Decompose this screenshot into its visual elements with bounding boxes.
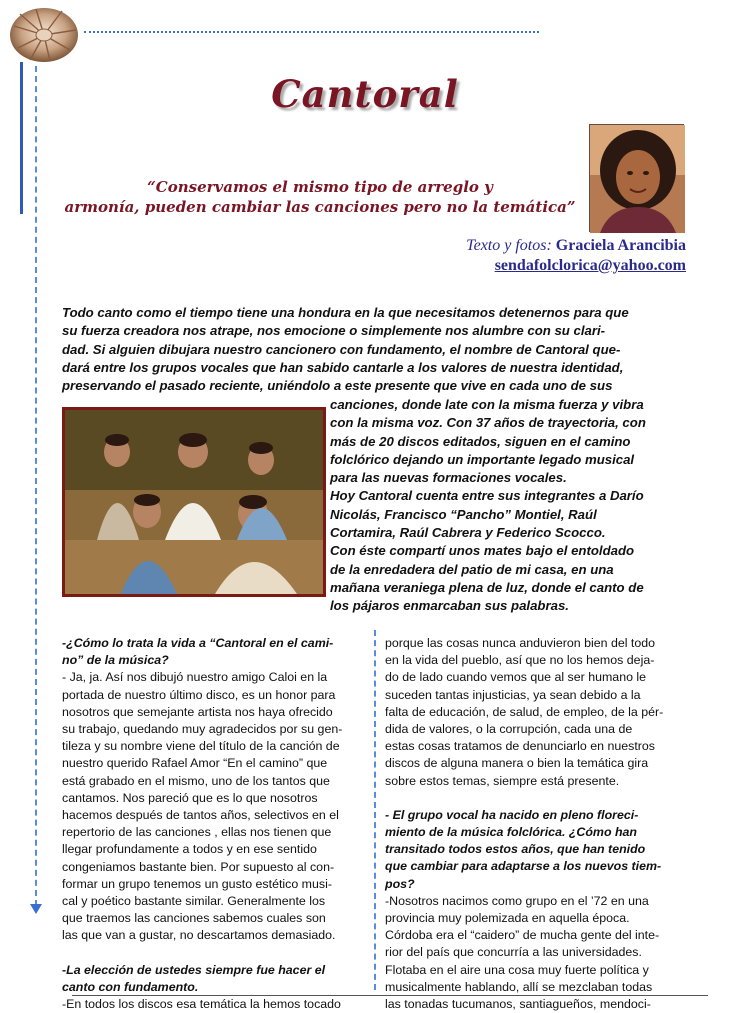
text-line: dad. Si alguien dibujara nuestro cancionero con fundamento, el nombre de Cantoral que- (62, 341, 621, 357)
text-line: cantamos. Nos pareció que es lo que nosotros (62, 790, 318, 805)
text-line: está grabado en el mismo, uno de los tantos que (62, 773, 330, 788)
text-line: cal y poético bastante similar. Generalmente los (62, 894, 326, 909)
paragraph-gap (62, 945, 360, 962)
text-line: más de 20 discos editados, siguen en el camino (330, 433, 631, 449)
quote-line: “Conservamos el mismo tipo de arreglo y (147, 178, 493, 196)
text-line: Córdoba era el “caidero” de mucha gente del inte- (385, 928, 660, 943)
text-line: las tonadas tucumanos, santiagueños, mendoci- (385, 997, 651, 1012)
text-line: tileza y su nombre viene del título de la canción de (62, 739, 340, 754)
quote-line: armonía, pueden cambiar las canciones pero no la temática” (64, 198, 576, 216)
text-line: dida de valores, o la corrupción, cada una de (385, 722, 633, 737)
text-line: sobre estos temas, siempre está presente. (385, 773, 620, 788)
interview-answer (62, 669, 360, 944)
text-line: -En todos los discos esa temática la hemos tocado (62, 997, 341, 1012)
text-line: rior del país que concurría a las universidades. (385, 945, 642, 960)
interview-question (385, 807, 685, 893)
text-line: do de lado cuando vemos que al ser humano le (385, 670, 647, 685)
text-line: congeniamos bastante bien. Por supuesto al con- (62, 859, 335, 874)
text-line: suceden tantas injusticias, ya sean debido a la (385, 687, 641, 702)
text-line: provincia muy polemizada en aquella época. (385, 911, 630, 926)
interview-answer (385, 893, 685, 1013)
text-line: miento de la música folclórica. ¿Cómo han (385, 825, 637, 840)
interview-answer (385, 635, 685, 790)
text-line: formar un grupo tenemos un gusto estético musi- (62, 876, 332, 891)
text-line: canciones, donde late con la misma fuerza y vibra (330, 397, 644, 412)
band-group-photo (62, 407, 326, 597)
text-line: su trabajo, quedando muy agradecidos por su gen- (62, 722, 343, 737)
text-line: Hoy Cantoral cuenta entre sus integrantes a Darío (330, 488, 644, 504)
page-title: Cantoral (271, 72, 459, 116)
intro-paragraph (62, 304, 685, 395)
author-portrait-photo (589, 124, 684, 232)
text-line: llegar profundamente a todos y en ese sentido (62, 842, 317, 857)
text-line: preservando el pasado reciente, uniéndolo a este presente que vive en cada uno de sus (62, 378, 613, 394)
text-line: no” de la música? (62, 653, 169, 668)
text-line: que cambiar para adaptarse a los nuevos tiem- (385, 859, 662, 874)
interview-answer (62, 996, 360, 1013)
text-line: su fuerza creadora nos atrape, nos emocione o simplemente nos alumbre con su clari- (62, 323, 606, 339)
text-line: transitado todos estos años, que han tenido (385, 842, 646, 857)
interview-question (62, 962, 360, 996)
text-line: Flotaba en el aire una cosa muy fuerte política y (385, 962, 649, 977)
pull-quote (60, 177, 580, 217)
text-line: -¿Cómo lo trata la vida a “Cantoral en el cami- (62, 636, 334, 650)
text-line: dará entre los grupos vocales que han sabido cantarle a los valores de nuestra identidad, (62, 359, 624, 375)
credit-label: Texto y fotos: (466, 237, 552, 254)
text-line: los pájaros enmarcaban sus palabras. (330, 598, 569, 614)
text-line: musicalmente hablando, allí se mezclaban todas (385, 979, 653, 994)
text-line: canto con fundamento. (62, 979, 199, 994)
text-line: mañana veraniega plena de luz, donde el canto de (330, 579, 644, 595)
text-line: Todo canto como el tiempo tiene una hondura en la que necesitamos detenernos para que (62, 305, 629, 320)
text-line: -La elección de ustedes siempre fue hacer el (62, 962, 326, 977)
interview-column-right (385, 635, 685, 1013)
text-line: nosotros que semejante artista nos haya ofrecido (62, 704, 333, 719)
text-line: estas cosas tratamos de denunciarlo en nuestros (385, 739, 655, 754)
text-line: nuestro querido Rafael Amor “En el camino” que (62, 756, 328, 771)
intro-continuation (330, 396, 685, 616)
text-line: Cortamira, Raúl Cabrera y Federico Scocco. (330, 525, 606, 541)
author-email-link[interactable]: sendafolclorica@yahoo.com (494, 257, 686, 274)
text-line: falta de educación, de salud, de empleo, de la pér- (385, 704, 664, 719)
interview-column-left (62, 635, 360, 1013)
author-credit (466, 236, 686, 276)
interview-question (62, 635, 360, 669)
text-line: para las nuevas formaciones vocales. (330, 470, 567, 486)
text-line: que traemos las canciones sabemos cuales son (62, 911, 326, 926)
left-dashed-rule (35, 66, 37, 906)
column-divider (374, 630, 376, 990)
down-arrow-icon (30, 904, 42, 914)
text-line: de la enredadera del patio de mi casa, en una (330, 561, 614, 577)
text-line: -Nosotros nacimos como grupo en el ’72 en una (385, 893, 649, 908)
text-line: en la vida del pueblo, así que no los hemos deja- (385, 653, 655, 668)
text-line: Nicolás, Francisco “Pancho” Montiel, Raúl (330, 506, 597, 522)
text-line: con la misma voz. Con 37 años de trayectoria, con (330, 415, 646, 431)
text-line: - Ja, ja. Así nos dibujó nuestro amigo Caloi en la (62, 670, 328, 685)
text-line: pos? (385, 876, 415, 891)
seashell-logo-icon (6, 4, 82, 66)
paragraph-gap (385, 790, 685, 807)
credit-name: Graciela Arancibia (555, 237, 686, 254)
text-line: Con éste compartí unos mates bajo el entoldado (330, 543, 635, 559)
text-line: discos de alguna manera o bien la temática gira (385, 756, 649, 771)
top-dotted-rule (84, 31, 539, 33)
text-line: porque las cosas nunca anduvieron bien del todo (385, 636, 656, 650)
text-line: las que van a gustar, no descartamos demasiado. (62, 928, 336, 943)
text-line: folclórico dejando un importante legado musical (330, 451, 635, 467)
text-line: portada de nuestro último disco, es un honor para (62, 687, 336, 702)
text-line: - El grupo vocal ha nacido en pleno floreci- (385, 807, 639, 822)
text-line: hacemos después de tantos años, selectivos en el (62, 808, 339, 823)
text-line: repertorio de las canciones , ellas nos tienen que (62, 825, 332, 840)
